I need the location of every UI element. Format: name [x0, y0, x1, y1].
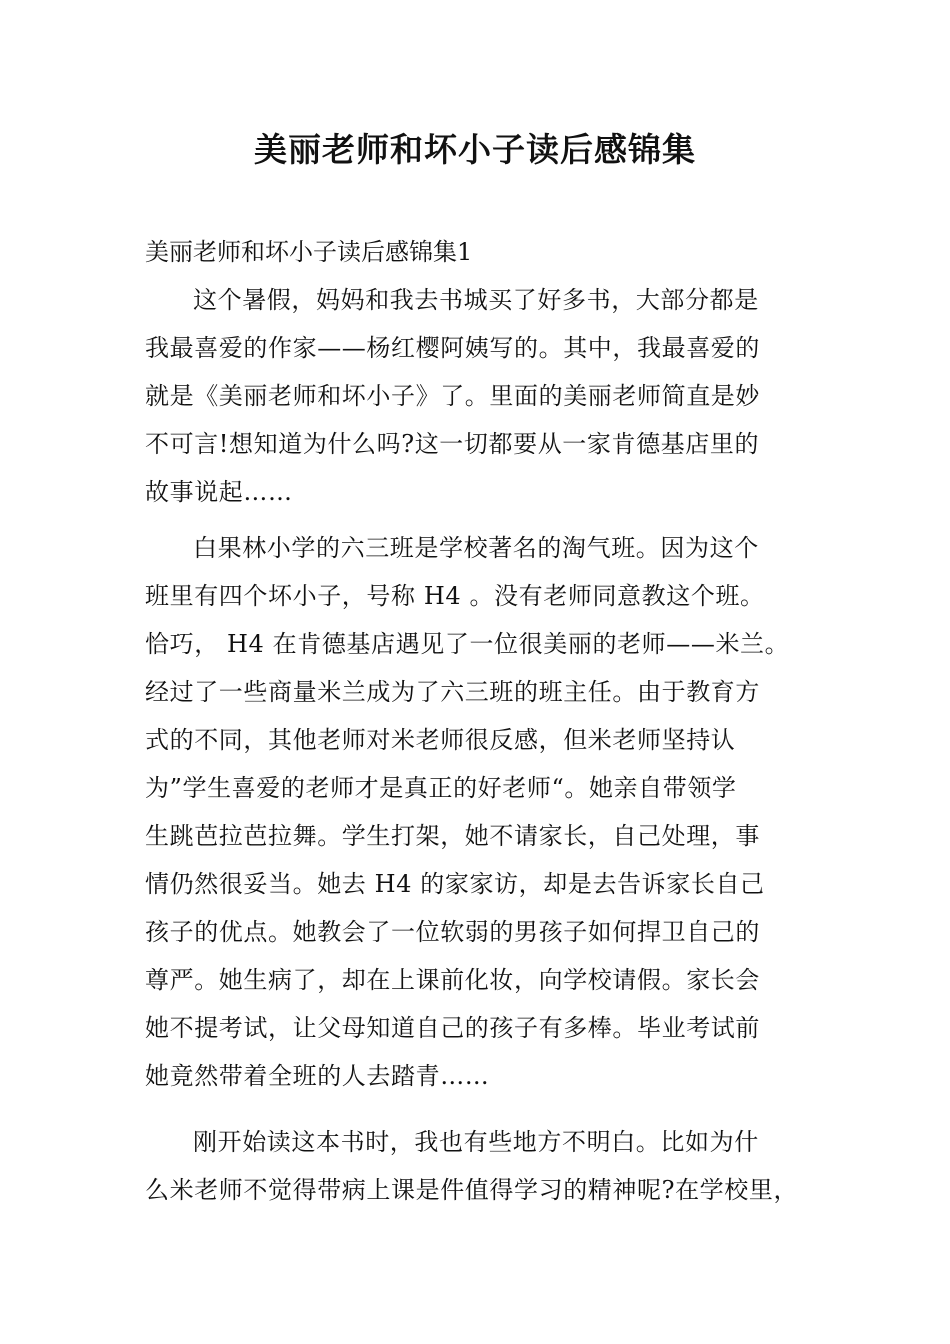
paragraph-line: 情仍然很妥当。她去 H4 的家家访，却是去告诉家长自己	[145, 870, 765, 898]
paragraph-line: 恰巧， H4 在肯德基店遇见了一位很美丽的老师——米兰。	[145, 630, 790, 658]
paragraph-line: 式的不同，其他老师对米老师很反感，但米老师坚持认	[145, 726, 736, 754]
paragraph-line: 经过了一些商量米兰成为了六三班的班主任。由于教育方	[145, 678, 760, 706]
paragraph-line: 班里有四个坏小子，号称 H4 。没有老师同意教这个班。	[145, 582, 765, 610]
paragraph-line: 么米老师不觉得带病上课是件值得学习的精神呢?在学校里，	[145, 1176, 799, 1204]
paragraph-line: 孩子的优点。她教会了一位软弱的男孩子如何捍卫自己的	[145, 918, 760, 946]
paragraph-line: 白果林小学的六三班是学校著名的淘气班。因为这个	[193, 534, 759, 562]
paragraph-line: 她不提考试，让父母知道自己的孩子有多棒。毕业考试前	[145, 1014, 760, 1042]
paragraph-line: 不可言!想知道为什么吗?这一切都要从一家肯德基店里的	[145, 430, 760, 458]
paragraph-2	[145, 524, 825, 1100]
paragraph-line: 刚开始读这本书时，我也有些地方不明白。比如为什	[193, 1128, 759, 1156]
paragraph-line: 故事说起……	[145, 478, 293, 506]
paragraph-line: 为”学生喜爱的老师才是真正的好老师“。她亲自带领学	[145, 774, 737, 802]
paragraph-line: 我最喜爱的作家——杨红樱阿姨写的。其中，我最喜爱的	[145, 334, 760, 362]
paragraph-3	[145, 1118, 825, 1214]
paragraph-1	[145, 276, 825, 516]
paragraph-line: 她竟然带着全班的人去踏青……	[145, 1062, 490, 1090]
paragraph-line: 尊严。她生病了，却在上课前化妆，向学校请假。家长会	[145, 966, 760, 994]
section-heading: 美丽老师和坏小子读后感锦集1	[145, 238, 473, 266]
paragraph-line: 这个暑假，妈妈和我去书城买了好多书，大部分都是	[193, 286, 759, 314]
paragraph-line: 生跳芭拉芭拉舞。学生打架，她不请家长，自己处理，事	[145, 822, 760, 850]
document-title: 美丽老师和坏小子读后感锦集	[254, 130, 696, 169]
paragraph-line: 就是《美丽老师和坏小子》了。里面的美丽老师简直是妙	[145, 382, 760, 410]
